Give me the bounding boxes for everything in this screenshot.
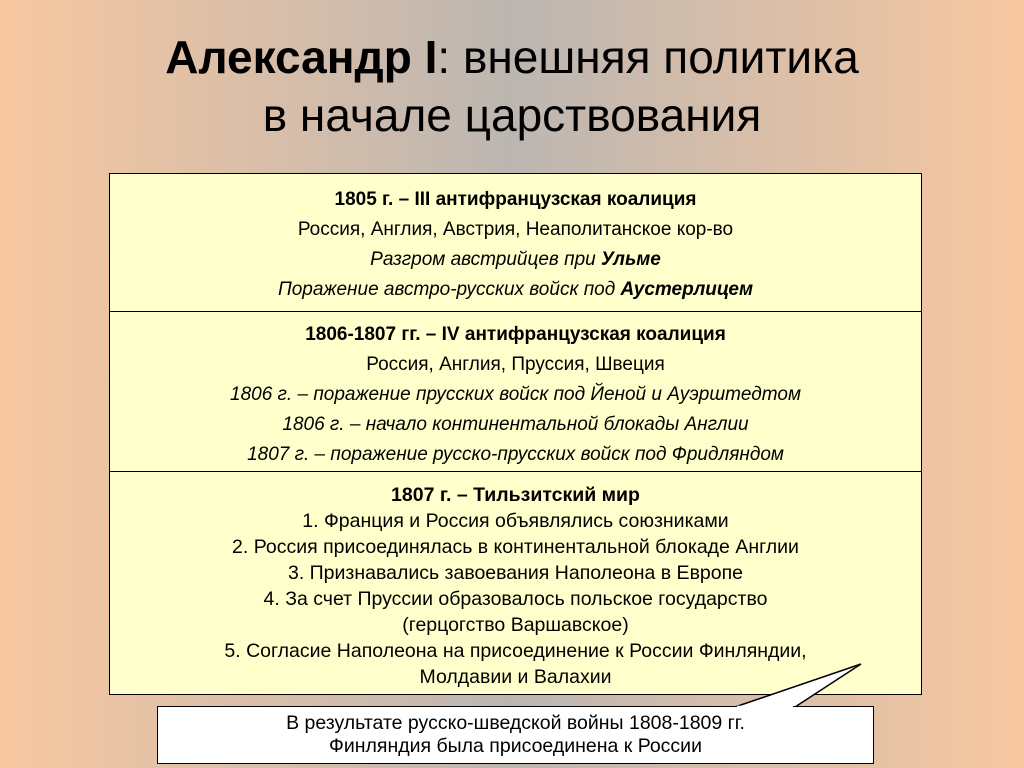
section-1805 [110, 174, 921, 312]
section-1806-event: 1807 г. – поражение русско-прусских войск под Фридляндом [247, 444, 784, 465]
section-1805-event-ulm [110, 245, 921, 275]
title-line-2: в начале царствования [262, 89, 762, 141]
austerlitz-text: Поражение австро-русских войск под [277, 279, 621, 300]
tilsit-term: Молдавии и Валахии [419, 666, 612, 688]
section-tilsit-heading: 1807 г. – Тильзитский мир [391, 484, 640, 506]
section-1805-heading: 1805 г. – III антифранцузская коалиция [334, 189, 697, 210]
section-1806-event: 1806 г. – начало континентальной блокады Англии [282, 414, 749, 435]
section-1806-event: 1806 г. – поражение прусских войск под Йеной и Ауэрштедтом [230, 384, 801, 405]
section-1806-1807 [110, 312, 921, 472]
tilsit-term: (герцогство Варшавское) [402, 614, 629, 636]
section-1806-members: Россия, Англия, Пруссия, Швеция [366, 354, 665, 375]
tilsit-term: 3. Признавались завоевания Наполеона в Европе [287, 562, 744, 584]
tilsit-term: 4. За счет Пруссии образовалось польское государство [263, 588, 768, 610]
section-1805-members: Россия, Англия, Австрия, Неаполитанское кор-во [297, 219, 734, 240]
events-table [109, 173, 922, 695]
title-rest: : внешняя политика [437, 31, 859, 83]
slide-title [0, 28, 1024, 144]
ulm-text: Разгром австрийцев при [370, 249, 601, 270]
callout-line-2: Финляндия была присоединена к России [329, 735, 702, 757]
callout-line-1: В результате русско-шведской войны 1808-1809 гг. [286, 712, 745, 734]
title-line-1 [0, 28, 1024, 86]
ulm-place: Ульме [600, 249, 661, 270]
section-1805-event-austerlitz [110, 275, 921, 305]
finland-callout [157, 706, 874, 764]
tilsit-term: 1. Франция и Россия объявлялись союзниками [302, 510, 729, 532]
title-name: Александр I [165, 31, 438, 83]
tilsit-term: 5. Согласие Наполеона на присоединение к России Финляндии, [224, 640, 807, 662]
tilsit-term: 2. Россия присоединялась в континентальной блокаде Англии [232, 536, 799, 558]
austerlitz-place: Аустерлицем [620, 279, 754, 300]
section-1806-heading: 1806-1807 гг. – IV антифранцузская коалиция [305, 324, 726, 345]
section-tilsit [110, 472, 921, 694]
